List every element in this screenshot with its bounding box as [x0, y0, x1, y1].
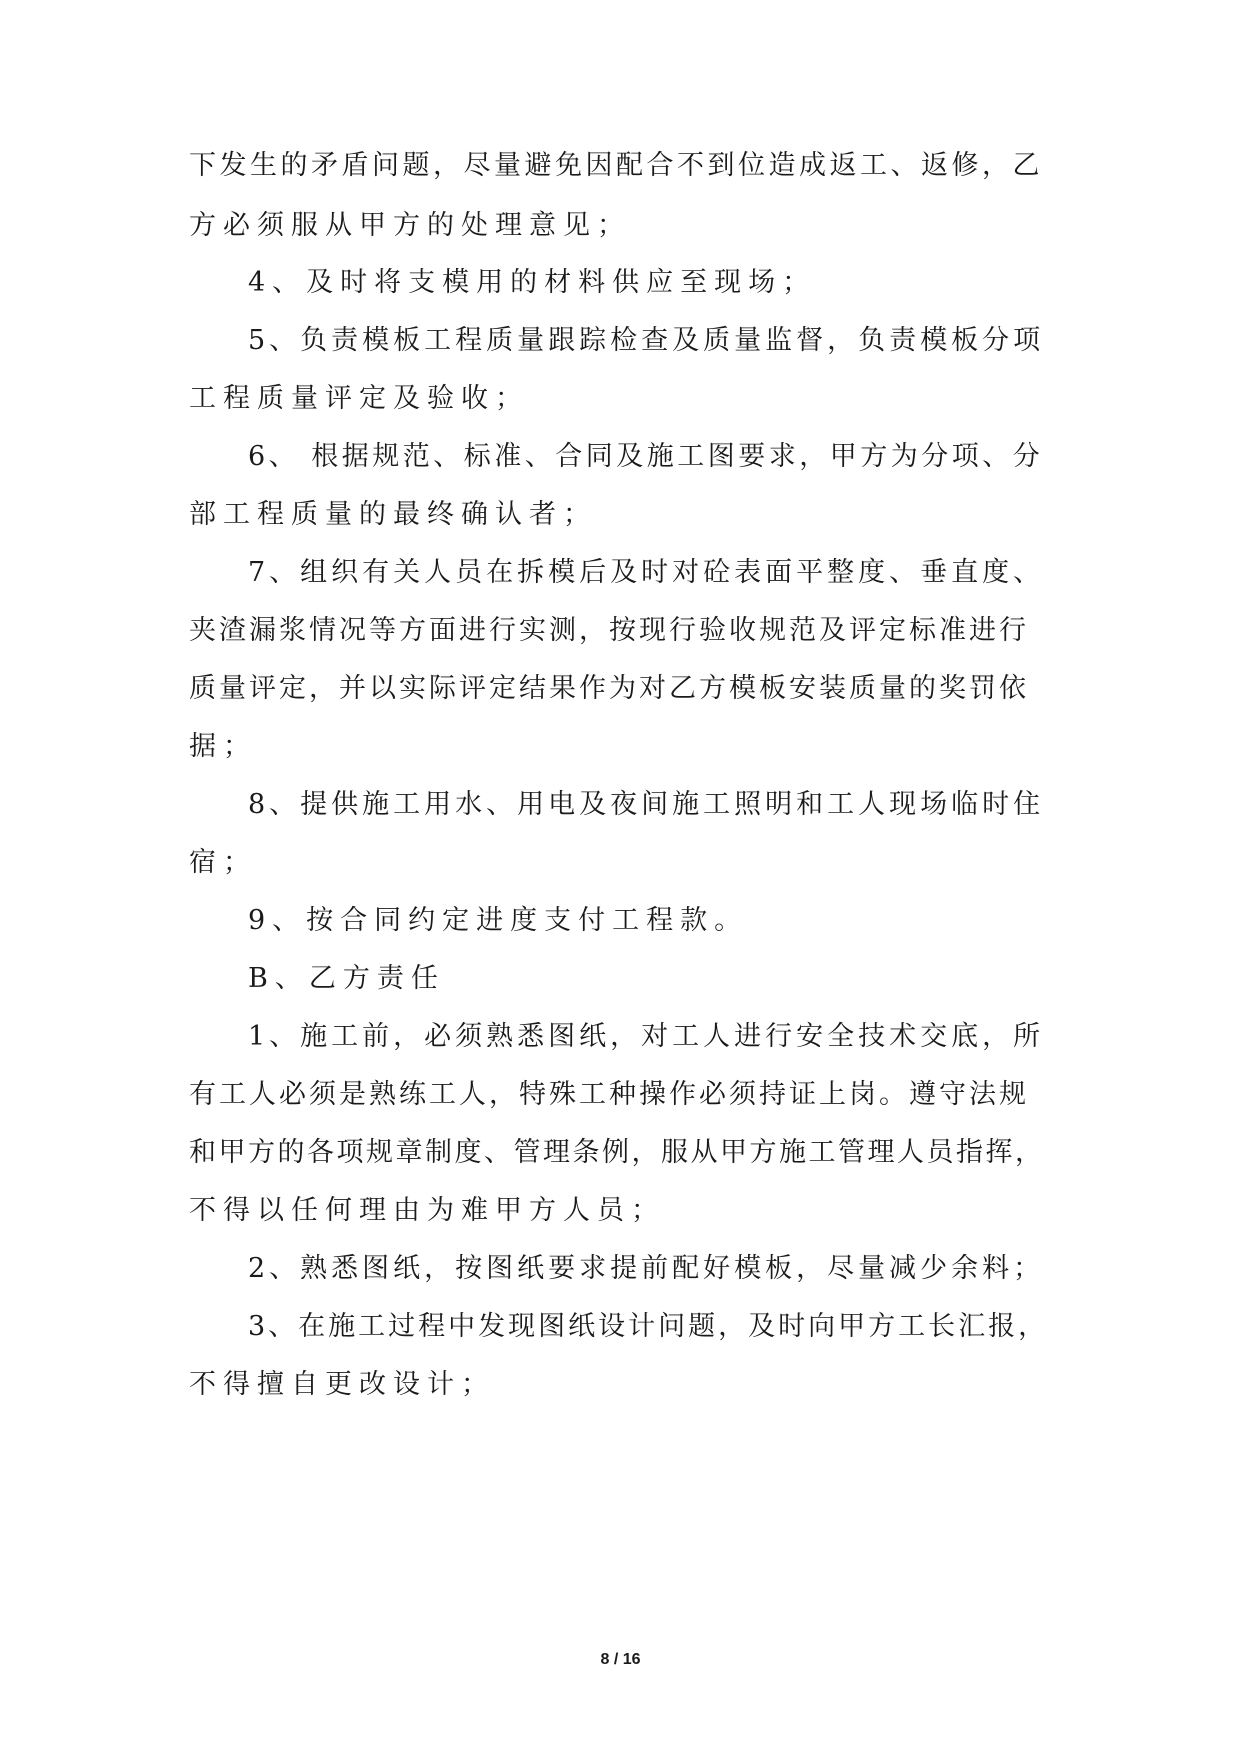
paragraph-line: 有工人必须是熟练工人，特殊工种操作必须持证上岗。遵守法规: [189, 1079, 1029, 1110]
paragraph-line: 方必须服从甲方的处理意见；: [189, 210, 631, 241]
page-number: 8 / 16: [600, 1651, 641, 1668]
paragraph-line: 下发生的矛盾问题，尽量避免因配合不到位造成返工、返修，乙: [189, 150, 1043, 181]
paragraph-line: 3、在施工过程中发现图纸设计问题，及时向甲方工长汇报，: [248, 1311, 1049, 1342]
paragraph-line: 1、施工前，必须熟悉图纸，对工人进行安全技术交底，所: [248, 1021, 1045, 1052]
paragraph-line: 9、按合同约定进度支付工程款。: [248, 905, 749, 936]
paragraph-line: 8、提供施工用水、用电及夜间施工照明和工人现场临时住: [248, 789, 1045, 820]
paragraph-line: 2、熟悉图纸，按图纸要求提前配好模板，尽量减少余料；: [248, 1253, 1045, 1284]
paragraph-line: 宿；: [189, 847, 257, 878]
section-heading: B、乙方责任: [248, 963, 445, 994]
paragraph-line: 部工程质量的最终确认者；: [189, 499, 597, 530]
paragraph-line: 7、组织有关人员在拆模后及时对砼表面平整度、垂直度、: [248, 557, 1045, 588]
paragraph-line: 不得以任何理由为难甲方人员；: [189, 1195, 665, 1226]
paragraph-line: 质量评定，并以实际评定结果作为对乙方模板安装质量的奖罚依: [189, 673, 1029, 704]
paragraph-line: 6、 根据规范、标准、合同及施工图要求，甲方为分项、分: [248, 441, 1044, 472]
paragraph-line: 据；: [189, 731, 257, 762]
paragraph-line: 和甲方的各项规章制度、管理条例，服从甲方施工管理人员指挥，: [189, 1137, 1045, 1168]
paragraph-line: 工程质量评定及验收；: [189, 383, 529, 414]
paragraph-line: 4、及时将支模用的材料供应至现场；: [248, 267, 817, 298]
paragraph-line: 不得擅自更改设计；: [189, 1369, 495, 1400]
paragraph-line: 夹渣漏浆情况等方面进行实测，按现行验收规范及评定标准进行: [189, 615, 1029, 646]
paragraph-line: 5、负责模板工程质量跟踪检查及质量监督，负责模板分项: [248, 325, 1045, 356]
